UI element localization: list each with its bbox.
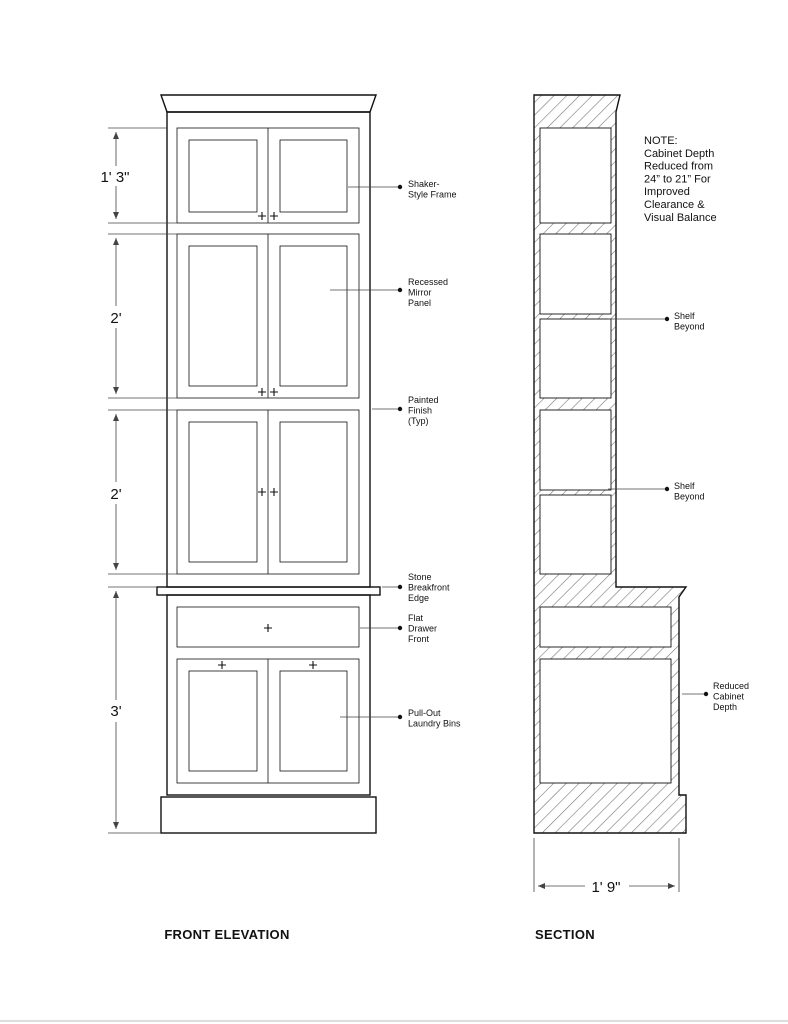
bin-panel-left <box>189 671 257 771</box>
section-void-4 <box>540 410 611 490</box>
front-elevation <box>96 95 461 942</box>
text-line: Drawer <box>408 623 438 634</box>
bin-panel-right <box>280 671 347 771</box>
mirror-panel-right <box>280 246 347 386</box>
upper-cabinet-body <box>167 112 370 587</box>
front-callouts <box>408 179 461 729</box>
height-dimensions <box>96 128 177 833</box>
text-line: 24” to 21” For <box>644 173 711 186</box>
text-line: Beyond <box>674 491 705 502</box>
section-void-5 <box>540 495 611 574</box>
stone-breakfront <box>157 587 380 595</box>
text-line: Pull-Out <box>408 708 441 718</box>
text-line: Cabinet <box>713 691 745 702</box>
text-line: Breakfront <box>408 582 450 593</box>
text-line: Flat <box>408 613 424 623</box>
panel-mid-right <box>280 422 347 562</box>
text-line: Painted <box>408 395 439 405</box>
text-line: NOTE: <box>644 135 678 147</box>
text-line: Laundry Bins <box>408 718 461 729</box>
text-line: Cabinet Depth <box>644 147 715 160</box>
section-void-2 <box>540 234 611 314</box>
section-view <box>534 95 749 942</box>
text-line: Shelf <box>674 481 695 491</box>
text-line: (Typ) <box>408 416 429 426</box>
text-line: Reduced <box>713 681 750 691</box>
callout-mirror-panel <box>408 277 448 308</box>
section-void-1 <box>540 128 611 223</box>
callout-reduced-depth <box>713 681 749 712</box>
text-line: Recessed <box>408 277 449 287</box>
section-void-3 <box>540 319 611 398</box>
crown-molding <box>161 95 376 112</box>
dim-section-depth: 1' 9" <box>591 879 621 896</box>
text-line: Front <box>408 634 430 644</box>
callout-shaker-frame <box>408 179 457 200</box>
text-line: Panel <box>408 298 432 308</box>
text-line: Visual Balance <box>644 211 717 224</box>
front-leaders <box>330 185 402 719</box>
depth-note <box>644 135 717 224</box>
panel-upper-left <box>189 140 257 212</box>
section-void-6 <box>540 607 671 647</box>
text-line: Depth <box>713 702 738 712</box>
callout-breakfront <box>408 572 450 603</box>
panel-mid-left <box>189 422 257 562</box>
text-line: Clearance & <box>644 199 705 211</box>
panel-upper-right <box>280 140 347 212</box>
text-line: Edge <box>408 593 430 603</box>
dim-base-height: 3' <box>110 703 122 720</box>
section-title: SECTION <box>535 927 595 942</box>
front-elevation-title: FRONT ELEVATION <box>164 927 290 942</box>
text-line: Mirror <box>408 287 432 298</box>
callout-shelf-beyond-upper <box>674 311 705 332</box>
callout-painted-finish <box>408 395 439 426</box>
text-line: Reduced from <box>644 160 714 173</box>
callout-laundry-bins <box>408 708 461 729</box>
dim-upper-height: 1' 3" <box>100 169 130 186</box>
depth-dimension <box>534 838 679 896</box>
text-line: Beyond <box>674 321 705 332</box>
text-line: Improved <box>644 186 690 199</box>
text-line: Shaker- <box>408 179 440 189</box>
dim-mirror-height: 2' <box>110 310 122 327</box>
door-knobs <box>218 212 317 669</box>
dim-middle-height: 2' <box>110 486 122 503</box>
callout-shelf-beyond-lower <box>674 481 705 502</box>
mirror-panel-left <box>189 246 257 386</box>
text-line: Shelf <box>674 311 695 321</box>
text-line: Finish <box>408 405 433 416</box>
section-void-7 <box>540 659 671 783</box>
callout-drawer-front <box>408 613 437 644</box>
text-line: Style Frame <box>408 189 457 200</box>
plinth-base <box>161 797 376 833</box>
text-line: Stone <box>408 572 432 582</box>
